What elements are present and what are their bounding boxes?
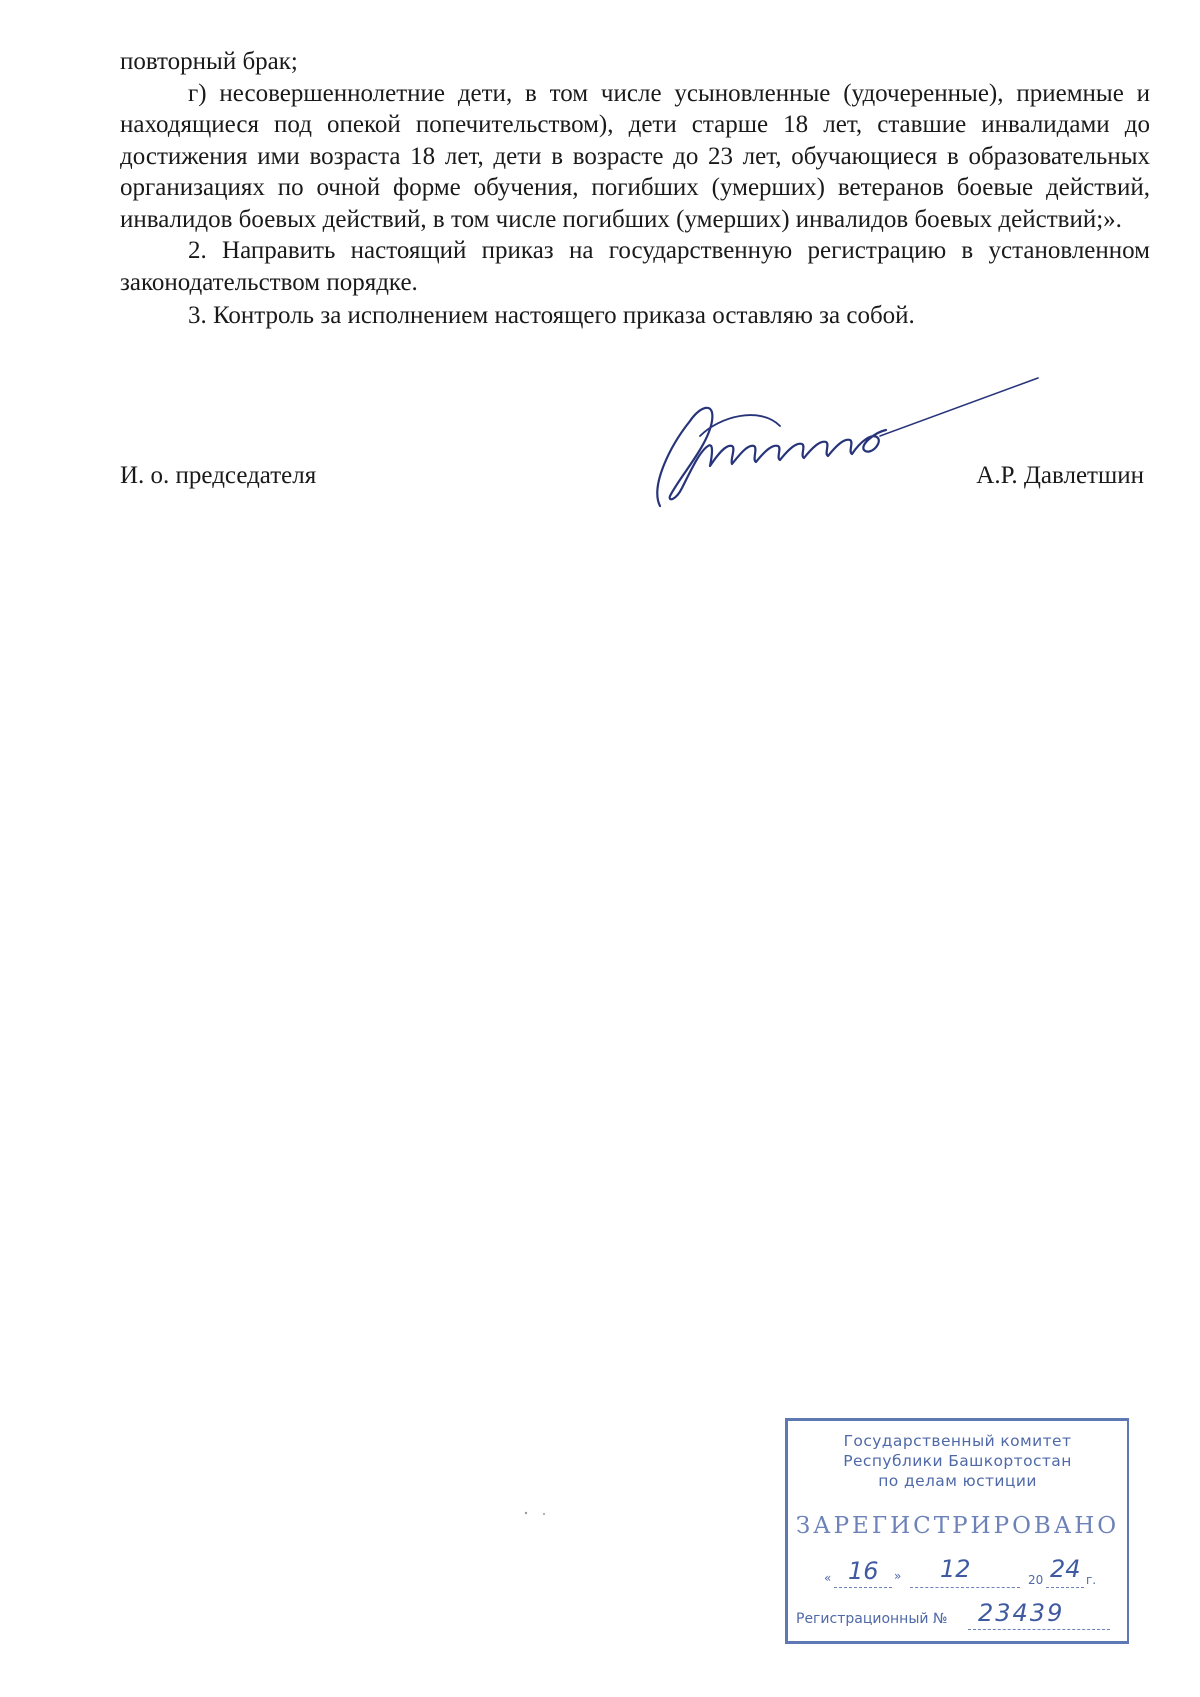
stamp-org-line-2: Республики Башкортостан bbox=[843, 1452, 1072, 1470]
stamp-regno-label: Регистрационный № bbox=[796, 1611, 948, 1627]
stamp-regno-value: 23439 bbox=[978, 1599, 1065, 1627]
stamp-org-line-1: Государственный комитет bbox=[843, 1432, 1072, 1450]
stamp-year-line bbox=[1046, 1587, 1084, 1588]
paragraph-item-2: 2. Направить настоящий приказ на государственную регистрацию в установленном законодательством порядке. bbox=[120, 237, 1150, 296]
registration-stamp bbox=[785, 1418, 1129, 1644]
stamp-registration-number bbox=[796, 1597, 1116, 1633]
stamp-regno-line bbox=[968, 1629, 1110, 1630]
stamp-month: 12 bbox=[940, 1555, 971, 1583]
paragraph-subitem-g: г) несовершеннолетние дети, в том числе усыновленные (удочеренные), приемные и находящиеся под опекой попечительством), дети старше 18 лет, ставшие инвалидами до достижения ими возраста 18 лет, дети в возрасте до 23 лет, обучающиеся в образовательных организациях по очной форме обучения, погибших (умерших) ветеранов боевые действий, инвалидов боевых действий, в том числе погибших (умерших) инвалидов боевых действий;». bbox=[120, 79, 1150, 233]
signatory-title: И. о. председателя bbox=[120, 462, 317, 489]
paragraph-item-3: 3. Контроль за исполнением настоящего приказа оставляю за собой. bbox=[188, 302, 915, 329]
handwritten-signature bbox=[640, 376, 1040, 526]
stamp-year-prefix: 20 bbox=[1028, 1573, 1044, 1587]
stamp-day: 16 bbox=[848, 1557, 879, 1585]
stamp-organization bbox=[788, 1431, 1127, 1491]
paragraph-continuation: повторный брак; bbox=[120, 48, 298, 75]
scan-mark bbox=[522, 1510, 558, 1516]
signatory-name: А.Р. Давлетшин bbox=[976, 462, 1144, 489]
stamp-month-line bbox=[910, 1587, 1020, 1588]
stamp-date-open-quote: « bbox=[824, 1571, 832, 1585]
stamp-date-close-quote: » bbox=[894, 1569, 902, 1583]
stamp-year: 24 bbox=[1050, 1555, 1081, 1583]
stamp-date bbox=[824, 1557, 1114, 1591]
stamp-year-suffix: г. bbox=[1086, 1573, 1097, 1587]
stamp-registered-label: ЗАРЕГИСТРИРОВАНО bbox=[795, 1513, 1120, 1539]
stamp-org-line-3: по делам юстиции bbox=[878, 1472, 1037, 1490]
document-body bbox=[120, 46, 1150, 332]
stamp-day-line bbox=[834, 1587, 892, 1588]
